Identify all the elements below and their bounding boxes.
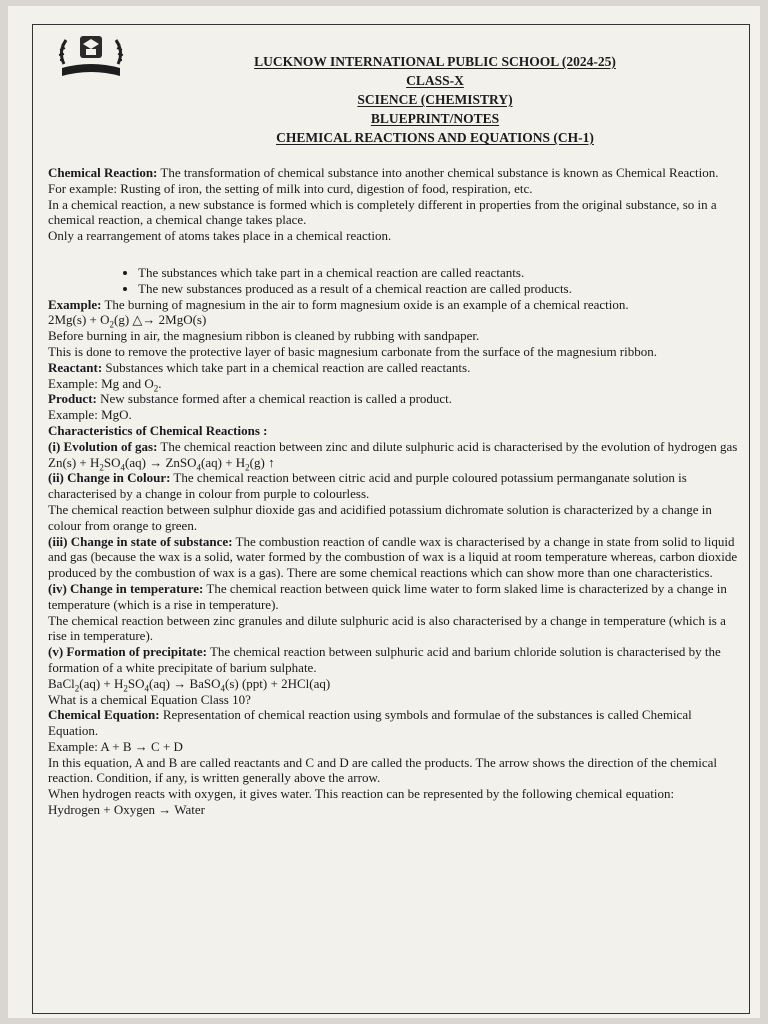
- term-label: Reactant:: [48, 359, 103, 375]
- subject-label: SCIENCE (CHEMISTRY): [357, 92, 513, 107]
- chemical-equation-definition: Chemical Equation: Representation of chemical reaction using symbols and formulae of the substances is called Chemical Equation.: [48, 707, 692, 739]
- term-label: (iv) Change in temperature:: [48, 580, 204, 596]
- paragraph: In a chemical reaction, a new substance is formed which is completely different in properties from the original substance, so in a chemical reaction, a chemical change takes place.: [48, 196, 717, 228]
- question-line: What is a chemical Equation Class 10?: [48, 691, 251, 707]
- term-label: Product:: [48, 391, 97, 407]
- reactant-definition: Reactant: Substances which take part in a chemical reaction are called reactants.: [48, 359, 471, 375]
- class-label: CLASS-X: [406, 73, 464, 88]
- definition-text: The transformation of chemical substance into another chemical substance is known as Chemical Reaction. For example: Rusting of iron, the setting of milk into curd, digestion of food, respiration, etc.: [48, 165, 719, 196]
- example-paragraph: [48, 297, 738, 313]
- school-logo-icon: [56, 30, 126, 82]
- paragraph: Only a rearrangement of atoms takes place in a chemical reaction.: [48, 228, 392, 244]
- equation-magnesium: $2Mg(s) + O_2(g)$ △→ 2MgO(s): [48, 312, 207, 330]
- characteristic-gas: (i) Evolution of gas: The chemical reaction between zinc and dilute sulphuric acid is characterised by the evolution of hydrogen gas: [48, 438, 738, 454]
- paragraph: Before burning in air, the magnesium ribbon is cleaned by rubbing with sandpaper.: [48, 328, 480, 344]
- paragraph: In this equation, A and B are called reactants and C and D are called the products. The arrow shows the direction of the chemical reaction. Condition, if any, is written generally above the arrow.: [48, 754, 718, 786]
- bullet-list: [48, 265, 738, 297]
- paragraph: The chemical reaction between sulphur dioxide gas and acidified potassium dichromate solution is characterized by a change in colour from orange to green.: [48, 501, 712, 533]
- term-label: Chemical Reaction:: [48, 165, 158, 180]
- chemical-reaction-definition: [48, 165, 738, 197]
- equation-barium: BaCl$_2$(aq) + $H_2SO_4(aq)$ → BaSO$_4$(s) (ppt) + 2HCl(aq): [48, 675, 331, 694]
- characteristic-colour: (ii) Change in Colour: The chemical reaction between citric acid and purple coloured potassium permanganate solution is characterised by a change in colour from purple to colourless.: [48, 470, 687, 502]
- product-example: Example: MgO.: [48, 407, 132, 423]
- word-equation: Hydrogen + Oxygen → Water: [48, 802, 205, 818]
- paragraph: This is done to remove the protective layer of basic magnesium carbonate from the surface of the magnesium ribbon.: [48, 343, 657, 359]
- characteristic-precipitate: (v) Formation of precipitate: The chemical reaction between sulphuric acid and barium chloride solution is characterised by the formation of a white precipitate of barium sulphate.: [48, 644, 721, 675]
- product-definition: Product: New substance formed after a chemical reaction is called a product.: [48, 391, 453, 407]
- term-label: (ii) Change in Colour:: [48, 470, 171, 486]
- term-label: Example:: [48, 296, 102, 312]
- equation-zinc: $Zn(s) + H_2SO_4(aq)$ → ZnSO$_4$(aq) + $H_2(g)$ ↑: [48, 454, 275, 473]
- notes-body: [48, 165, 738, 818]
- section-heading: Characteristics of Chemical Reactions :: [48, 422, 268, 438]
- doc-type-label: BLUEPRINT/NOTES: [370, 111, 500, 126]
- term-label: (v) Formation of precipitate:: [48, 644, 207, 660]
- equation-example: Example: A + B → C + D: [48, 738, 183, 754]
- example-text: The burning of magnesium in the air to form magnesium oxide is an example of a chemical reaction.: [101, 296, 629, 312]
- list-item: • The new substances produced as a result of a chemical reaction are called products.: [138, 281, 738, 297]
- term-label: (iii) Change in state of substance:: [48, 533, 233, 549]
- document-header: [140, 52, 730, 147]
- characteristic-state: (iii) Change in state of substance: The combustion reaction of candle wax is characterised by a change in state from solid to liquid and gas (because the wax is a solid, water formed by the combustion of wax is a liquid at room temperature whereas, carbon dioxide produced by the combustion of wax is a gas). There are some chemical reactions which can show more than one characteristics.: [48, 533, 738, 581]
- term-label: Chemical Equation:: [48, 707, 160, 723]
- characteristic-temperature: (iv) Change in temperature: The chemical reaction between quick lime water to form slaked lime is characterized by a change in temperature (which is a rise in temperature).: [48, 580, 727, 612]
- reactant-example: Example: Mg and $O_2$.: [48, 375, 162, 394]
- paragraph: When hydrogen reacts with oxygen, it gives water. This reaction can be represented by the following chemical equation:: [48, 786, 675, 802]
- paragraph: The chemical reaction between zinc granules and dilute sulphuric acid is also characterised by a change in temperature (which is a rise in temperature).: [48, 612, 726, 644]
- school-name: LUCKNOW INTERNATIONAL PUBLIC SCHOOL (2024-25): [254, 54, 616, 69]
- chapter-title: CHEMICAL REACTIONS AND EQUATIONS (CH-1): [276, 130, 594, 145]
- list-item: • The substances which take part in a chemical reaction are called reactants.: [138, 265, 738, 281]
- term-label: (i) Evolution of gas:: [48, 438, 158, 454]
